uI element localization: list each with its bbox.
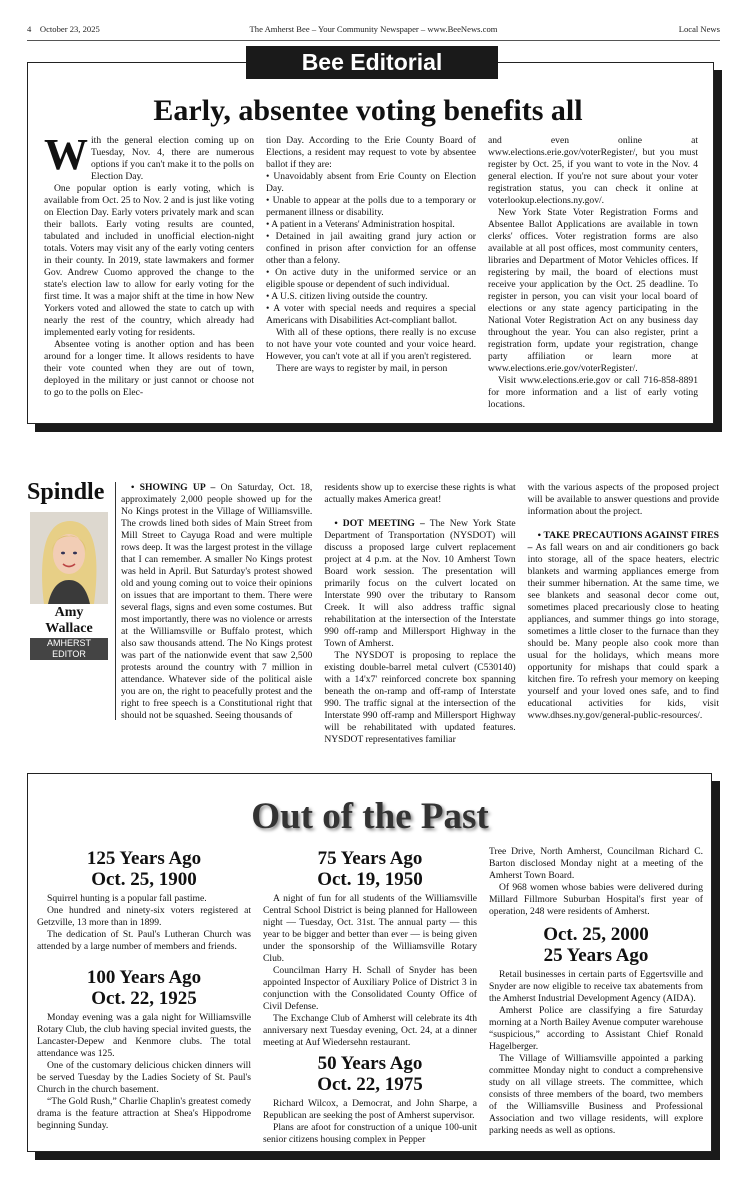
editorial-bullet: • On active duty in the uniformed service or an eligible spouse or dependent of such individual. bbox=[266, 267, 476, 290]
spindle-col-3 bbox=[528, 482, 719, 722]
masthead: The Amherst Bee – Your Community Newspaper – www.BeeNews.com bbox=[249, 24, 498, 34]
editorial-p: There are ways to register by mail, in person bbox=[276, 363, 448, 374]
spindle-col-2 bbox=[324, 482, 516, 745]
editorial-p: and even online at www.elections.erie.gov/voterRegister/, but you must register by Oct. 25, if you want to vote in the Nov. 4 general election. If you're not sure about your voter registration status, you can check it online at voterlookup.elections.ny.gov/. bbox=[488, 135, 698, 206]
past-col-1 bbox=[37, 846, 251, 1144]
past-col-2 bbox=[263, 846, 477, 1144]
past-p: Of 968 women whose babies were delivered during Millard Fillmore Suburban Hospital's first year of operation, 248 were residents of Amherst. bbox=[489, 882, 703, 917]
editorial-tab: Bee Editorial bbox=[246, 46, 498, 79]
editorial-p: Absentee voting is another option and has been around for a longer time. It allows residents to have their vote counted when they are out of town, deployed in the military or just cannot or choose not to go to the polls on Elec- bbox=[44, 339, 254, 398]
section-heading-25: Oct. 25, 2000 25 Years Ago bbox=[543, 924, 649, 966]
author-role: AMHERST EDITOR bbox=[30, 638, 108, 660]
editorial-p: Visit www.elections.erie.gov or call 716-858-8891 for more information and a list of early voting locations. bbox=[488, 375, 698, 410]
header-rule bbox=[27, 40, 720, 41]
past-p: Plans are afoot for construction of a unique 100-unit senior citizens housing complex in Pepper bbox=[263, 1122, 477, 1145]
author-portrait bbox=[30, 512, 108, 604]
editorial-p: With the general election coming up on Tuesday, Nov. 4, there are numerous options if you can't make it to the polls on Election Day. bbox=[44, 130, 254, 182]
past-p: Retail businesses in certain parts of Eggertsville and Snyder are now eligible to receive tax abatements from the Amherst Industrial Development Agency (AIDA). bbox=[489, 969, 703, 1004]
section-label: Local News bbox=[678, 24, 720, 34]
editorial-bullet: • A patient in a Veterans' Administration hospital. bbox=[266, 219, 455, 230]
spindle-p: with the various aspects of the proposed project will be available to answer questions and provide information about the project. bbox=[527, 482, 719, 517]
past-p: One hundred and ninety-six voters registered at Getzville, 13 more than in 1899. bbox=[37, 905, 251, 928]
editorial-bullet: • A voter with special needs and requires a special Americans with Disabilities Act-compliant ballot. bbox=[266, 303, 476, 326]
past-title: Out of the Past bbox=[251, 796, 489, 837]
editorial-body bbox=[44, 130, 698, 410]
past-p: Councilman Harry H. Schall of Snyder has been appointed Inspector of Auxiliary Police of District 3 in conjunction with the Consolidated County Office of Civil Defense. bbox=[263, 965, 477, 1012]
page-number-date: 4 October 23, 2025 bbox=[27, 24, 100, 34]
spindle-title: Spindle bbox=[27, 479, 105, 505]
column-rule bbox=[115, 482, 116, 720]
drop-cap: W bbox=[44, 130, 88, 179]
past-p: Richard Wilcox, a Democrat, and John Sharpe, a Republican are seeking the post of Amherst supervisor. bbox=[263, 1098, 477, 1121]
editorial-p: With all of these options, there really is no excuse to not have your vote counted and your voice heard. However, you can't vote at all if you aren't registered. bbox=[266, 327, 476, 362]
editorial-headline: Early, absentee voting benefits all bbox=[153, 94, 583, 127]
editorial-col-3 bbox=[488, 135, 698, 410]
spindle-col-1 bbox=[121, 482, 312, 722]
editorial-bullet: • Unavoidably absent from Erie County on Election Day. bbox=[266, 171, 476, 194]
past-col-3 bbox=[489, 846, 703, 1144]
editorial-p: One popular option is early voting, which is available from Oct. 25 to Nov. 2 and is just like voting on Election Day. Early voters privately mark and scan their ballots. Early voting results are counted, tabulated and included in unofficial election-night totals. Voters may visit any of the early voting centers in their county. In 2019, state lawmakers and former Gov. Andrew Cuomo approved the change to the state's election law to allow for early voting for the first time. It was a major shift at the time in how New Yorkers voted and allowed the state to catch up with nearly the rest of the country, which already had implemented early voting for residents. bbox=[44, 183, 254, 338]
section-heading-75: 75 Years Ago Oct. 19, 1950 bbox=[317, 848, 423, 890]
author-name: Amy Wallace bbox=[45, 605, 93, 636]
spindle-item-dot-meeting: • DOT MEETING – The New York State Department of Transportation (NYSDOT) will discuss a proposed large culvert replacement project at 4 p.m. at the Nov. 10 Amherst Town Board work session. The presentation will primarily focus on the culvert located on Interstate 990 over the tributary to Ransom Creek. It will also address traffic signal rehabilitation at the intersection of the Interstate 990 off-ramp and Millersport Highway in the Town of Amherst. bbox=[324, 518, 516, 649]
past-p: A night of fun for all students of the Williamsville Central School District is being planned for Halloween night — Tuesday, Oct. 31st. The annual party — this year to be bigger and better than ever — is being given under the sponsorship of the Williamsville Rotary Club. bbox=[263, 893, 477, 964]
editorial-col-2 bbox=[266, 135, 476, 405]
past-p: Amherst Police are classifying a fire Saturday morning at a North Bailey Avenue computer warehouse “suspicious,” according to Assistant Chief Ronald Hagelberger. bbox=[489, 1005, 703, 1052]
spindle-body bbox=[121, 482, 719, 745]
past-p: The Village of Williamsville appointed a parking committee Monday night to conduct a comprehensive study on all village streets. The committee, which consists of three members of the board, two members of the Williamsville Business and Professional Association and two village residents, will explore parking needs as well as options. bbox=[489, 1053, 703, 1136]
past-p: Tree Drive, North Amherst, Councilman Richard C. Barton disclosed Monday night at a meeting of the Amherst Town Board. bbox=[489, 846, 703, 881]
spindle-item-showing-up: • SHOWING UP – On Saturday, Oct. 18, approximately 2,000 people showed up for the No Kings protest in the Village of Williamsville. The crowds lined both sides of Main Street from Mill Street to Cayuga Road and were multiple rows deep. It was the largest protest in the village that I can remember. A smaller No Kings protest was held in April. But Saturday's protest showed old and young coming out to voice their opinions on issues that are important to them. There were several flags, signs and even some costumes. But most importantly, there was no violence or arrests at the Williamsville or Buffalo protest, which also saw thousands attend. The No Kings protest was part of the nationwide event that saw 2,500 protests around the country with 7 million in attendance. Whatever side of the political aisle you are on, the right to peacefully protest and the right to free speech is a Constitutional right that should not be squashed. Seeing thousands of bbox=[121, 482, 313, 721]
past-p: One of the customary delicious chicken dinners will be served Tuesday by the Ladies Society of St. Paul's Church in the church basement. bbox=[37, 1060, 251, 1095]
editorial-col-1 bbox=[44, 130, 254, 405]
section-heading-100: 100 Years Ago Oct. 22, 1925 bbox=[86, 967, 202, 1009]
past-p: “The Gold Rush,” Charlie Chaplin's greatest comedy drama is the feature attraction at Shea's Hippodrome beginning Sunday. bbox=[37, 1096, 251, 1131]
editorial-p: New York State Voter Registration Forms and Absentee Ballot Applications are available in town clerks' offices. Voter registration forms are also available at all post offices, most community centers, libraries and Department of Motor Vehicles offices. If registering by mail, the board of elections must receive your application by the Oct. 25 deadline. To register in person, you can visit your local board of elections or any state agency participating in the National Voter Registration Act on any business day throughout the year. You can also register, print a registration form, update your registration, change party affiliation or learn more at www.elections.erie.gov/voterRegister/. bbox=[488, 207, 698, 374]
spindle-p: The NYSDOT is proposing to replace the existing double-barrel metal culvert (C530140) with a 14'x7' reinforced concrete box spanning beneath the on-ramp and off-ramp of Interstate 990. The traffic signal at the intersection of the Interstate 990 off-ramp and Millersport Highway will be rehabilitated with updated features. NYSDOT representatives familiar bbox=[324, 650, 516, 745]
editorial-bullet: • Unable to appear at the polls due to a temporary or permanent illness or disability. bbox=[266, 195, 476, 218]
past-p: Squirrel hunting is a popular fall pastime. bbox=[47, 893, 207, 904]
editorial-bullet: • Detained in jail awaiting grand jury action or confined in prison after conviction for an offense other than a felony. bbox=[266, 231, 476, 266]
editorial-p: tion Day. According to the Erie County Board of Elections, a resident may request to vote by absentee ballot if they are: bbox=[266, 135, 476, 170]
editorial-bullet: • A U.S. citizen living outside the country. bbox=[266, 291, 428, 302]
past-body bbox=[37, 846, 703, 1144]
page-header bbox=[27, 24, 720, 38]
spindle-p: residents show up to exercise these rights is what actually makes America great! bbox=[324, 482, 516, 505]
past-p: The dedication of St. Paul's Lutheran Church was attended by a large number of members and friends. bbox=[37, 929, 251, 952]
past-p: Monday evening was a gala night for Williamsville Rotary Club, the club having special invited guests, the Lancaster-Depew and Kenmore clubs. The total attendance was 125. bbox=[37, 1012, 251, 1059]
past-p: The Exchange Club of Amherst will celebrate its 4th anniversary next Tuesday evening, Oct. 24, at a dinner meeting at Auf Wiedersehn restaurant. bbox=[263, 1013, 477, 1048]
section-heading-50: 50 Years Ago Oct. 22, 1975 bbox=[317, 1053, 423, 1095]
portrait-illustration bbox=[30, 512, 108, 604]
spindle-item-fires: • TAKE PRECAUTIONS AGAINST FIRES – As fall wears on and air conditioners go back into storage, all of the space heaters, electric blankets and warming appliances emerge from their summer hibernation. At the same time, we see blankets and seasonal decor come out, sometimes placed precariously close to heating appliances, and summer things go into storage, sometimes a little closer to the furnace than they should be. Many people also cook more than usual for the holidays, which means more opportunity for mishaps that could spark a kitchen fire. To refresh your memory on keeping yourself and your loved ones safe, and to find educational activities for kids, visit www.dhses.ny.gov/general-public-resources/. bbox=[527, 530, 719, 721]
section-heading-125: 125 Years Ago Oct. 25, 1900 bbox=[86, 848, 202, 890]
